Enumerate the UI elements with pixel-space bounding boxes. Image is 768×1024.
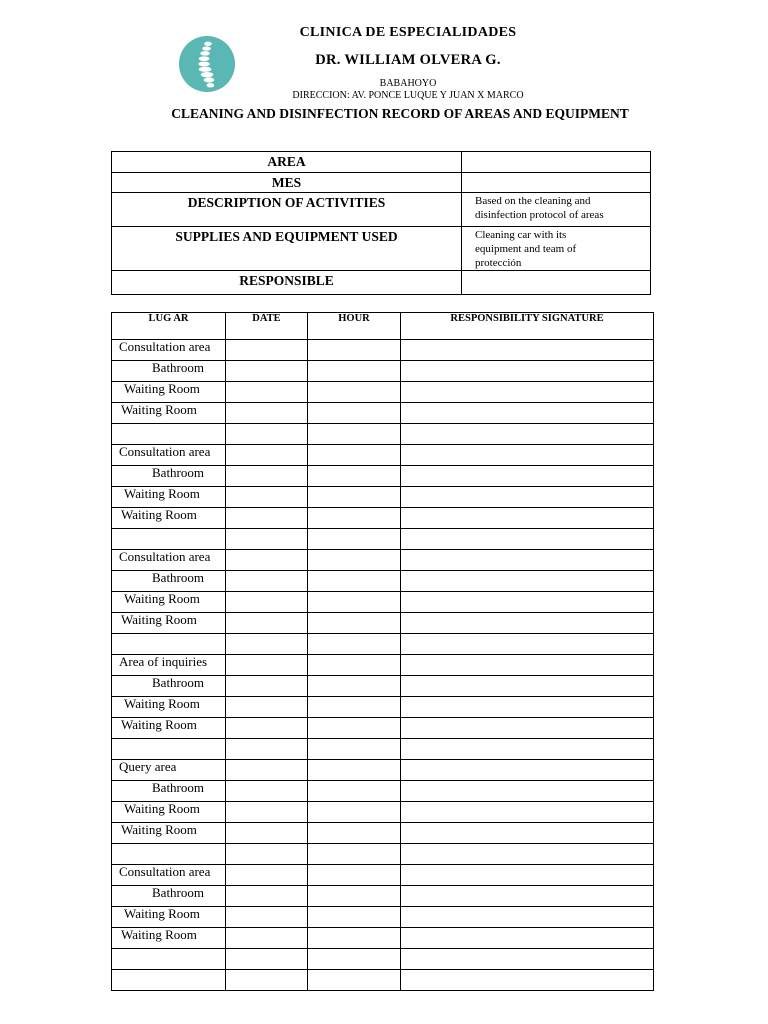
table-row [112, 760, 654, 781]
date-cell[interactable] [226, 634, 308, 655]
date-cell[interactable] [226, 613, 308, 634]
hour-cell[interactable] [308, 508, 401, 529]
mes-label: MES [112, 173, 462, 193]
address: DIRECCION: AV. PONCE LUQUE Y JUAN X MARCO [292, 90, 524, 101]
date-cell[interactable] [226, 508, 308, 529]
column-header-hour: HOUR [308, 313, 401, 340]
place-cell: Waiting Room [112, 823, 226, 844]
place-cell: Area of inquiries [112, 655, 226, 676]
hour-cell[interactable] [308, 886, 401, 907]
signature-cell[interactable] [401, 445, 654, 466]
log-table [111, 312, 654, 991]
signature-cell[interactable] [401, 340, 654, 361]
table-row [112, 970, 654, 991]
hour-cell[interactable] [308, 550, 401, 571]
table-row [112, 697, 654, 718]
date-cell[interactable] [226, 466, 308, 487]
table-row [112, 592, 654, 613]
date-cell[interactable] [226, 676, 308, 697]
place-cell: Consultation area [112, 865, 226, 886]
date-cell[interactable] [226, 697, 308, 718]
table-row [112, 487, 654, 508]
signature-cell[interactable] [401, 802, 654, 823]
clinic-name: CLINICA DE ESPECIALIDADES [299, 25, 517, 40]
hour-cell[interactable] [308, 445, 401, 466]
place-cell: Bathroom [112, 571, 226, 592]
table-row [112, 424, 654, 445]
place-cell: Bathroom [112, 676, 226, 697]
place-cell [112, 949, 226, 970]
place-cell: Consultation area [112, 340, 226, 361]
hour-cell[interactable] [308, 844, 401, 865]
signature-cell[interactable] [401, 676, 654, 697]
signature-cell[interactable] [401, 886, 654, 907]
place-cell [112, 529, 226, 550]
date-cell[interactable] [226, 550, 308, 571]
place-cell: Waiting Room [112, 928, 226, 949]
hour-cell[interactable] [308, 739, 401, 760]
place-cell [112, 970, 226, 991]
date-cell[interactable] [226, 424, 308, 445]
table-row [112, 718, 654, 739]
supplies-label: SUPPLIES AND EQUIPMENT USED [112, 227, 462, 271]
place-cell: Waiting Room [112, 697, 226, 718]
date-cell[interactable] [226, 844, 308, 865]
description-field[interactable]: Based on the cleaning and disinfection protocol of areas [462, 193, 651, 227]
column-header-place [112, 313, 226, 340]
place-cell [112, 739, 226, 760]
signature-cell[interactable] [401, 739, 654, 760]
date-cell[interactable] [226, 781, 308, 802]
date-cell[interactable] [226, 487, 308, 508]
signature-cell[interactable] [401, 907, 654, 928]
document-title: CLEANING AND DISINFECTION RECORD OF AREAS AND EQUIPMENT [171, 106, 629, 121]
table-row [112, 382, 654, 403]
description-label: DESCRIPTION OF ACTIVITIES [112, 193, 462, 227]
date-cell[interactable] [226, 571, 308, 592]
place-cell: Waiting Room [112, 613, 226, 634]
signature-cell[interactable] [401, 361, 654, 382]
hour-cell[interactable] [308, 718, 401, 739]
column-header-place-label: LUG AR [148, 313, 189, 324]
place-cell: Consultation area [112, 445, 226, 466]
place-cell [112, 424, 226, 445]
signature-cell[interactable] [401, 529, 654, 550]
signature-cell[interactable] [401, 634, 654, 655]
table-row [112, 949, 654, 970]
hour-cell[interactable] [308, 340, 401, 361]
table-row [112, 781, 654, 802]
info-table [111, 151, 651, 295]
signature-cell[interactable] [401, 718, 654, 739]
date-cell[interactable] [226, 886, 308, 907]
date-cell[interactable] [226, 445, 308, 466]
signature-cell[interactable] [401, 592, 654, 613]
table-row [112, 844, 654, 865]
log-body [112, 340, 654, 991]
signature-cell[interactable] [401, 760, 654, 781]
place-cell: Waiting Room [112, 907, 226, 928]
table-row [112, 886, 654, 907]
column-header-date: DATE [226, 313, 308, 340]
table-row [112, 928, 654, 949]
signature-cell[interactable] [401, 571, 654, 592]
table-row [112, 571, 654, 592]
table-row [112, 445, 654, 466]
date-cell[interactable] [226, 760, 308, 781]
table-row [112, 676, 654, 697]
area-field[interactable] [462, 152, 651, 173]
table-row [112, 466, 654, 487]
table-row [112, 802, 654, 823]
date-cell[interactable] [226, 949, 308, 970]
signature-cell[interactable] [401, 613, 654, 634]
place-cell: Waiting Room [112, 508, 226, 529]
hour-cell[interactable] [308, 424, 401, 445]
hour-cell[interactable] [308, 571, 401, 592]
hour-cell[interactable] [308, 697, 401, 718]
date-cell[interactable] [226, 865, 308, 886]
signature-cell[interactable] [401, 424, 654, 445]
date-cell[interactable] [226, 907, 308, 928]
place-cell: Waiting Room [112, 802, 226, 823]
hour-cell[interactable] [308, 361, 401, 382]
hour-cell[interactable] [308, 802, 401, 823]
date-cell[interactable] [226, 529, 308, 550]
date-cell[interactable] [226, 592, 308, 613]
place-cell: Waiting Room [112, 382, 226, 403]
table-row [112, 907, 654, 928]
place-cell: Waiting Room [112, 487, 226, 508]
table-row [112, 739, 654, 760]
signature-cell[interactable] [401, 823, 654, 844]
table-row [112, 403, 654, 424]
responsible-label: RESPONSIBLE [112, 271, 462, 295]
signature-cell[interactable] [401, 970, 654, 991]
place-cell: Bathroom [112, 361, 226, 382]
signature-cell[interactable] [401, 865, 654, 886]
date-cell[interactable] [226, 403, 308, 424]
hour-cell[interactable] [308, 466, 401, 487]
date-cell[interactable] [226, 655, 308, 676]
signature-cell[interactable] [401, 508, 654, 529]
signature-cell[interactable] [401, 928, 654, 949]
hour-cell[interactable] [308, 928, 401, 949]
table-row [112, 823, 654, 844]
hour-cell[interactable] [308, 823, 401, 844]
hour-cell[interactable] [308, 970, 401, 991]
signature-cell[interactable] [401, 550, 654, 571]
signature-cell[interactable] [401, 403, 654, 424]
table-row [112, 508, 654, 529]
signature-cell[interactable] [401, 781, 654, 802]
signature-cell[interactable] [401, 655, 654, 676]
date-cell[interactable] [226, 802, 308, 823]
hour-cell[interactable] [308, 760, 401, 781]
table-row [112, 865, 654, 886]
place-cell [112, 634, 226, 655]
hour-cell[interactable] [308, 403, 401, 424]
date-cell[interactable] [226, 361, 308, 382]
hour-cell[interactable] [308, 382, 401, 403]
table-row [112, 613, 654, 634]
signature-cell[interactable] [401, 697, 654, 718]
place-cell [112, 844, 226, 865]
place-cell: Waiting Room [112, 403, 226, 424]
hour-cell[interactable] [308, 781, 401, 802]
signature-cell[interactable] [401, 844, 654, 865]
place-cell: Consultation area [112, 550, 226, 571]
hour-cell[interactable] [308, 487, 401, 508]
supplies-field[interactable]: Cleaning car with its equipment and team of protección [462, 227, 651, 271]
place-cell: Query area [112, 760, 226, 781]
signature-cell[interactable] [401, 466, 654, 487]
city: BABAHOYO [379, 78, 437, 89]
hour-cell[interactable] [308, 634, 401, 655]
hour-cell[interactable] [308, 592, 401, 613]
place-cell: Bathroom [112, 781, 226, 802]
date-cell[interactable] [226, 382, 308, 403]
doctor-name: DR. WILLIAM OLVERA G. [315, 52, 501, 68]
hour-cell[interactable] [308, 613, 401, 634]
place-cell: Waiting Room [112, 592, 226, 613]
hour-cell[interactable] [308, 949, 401, 970]
table-row [112, 634, 654, 655]
signature-cell[interactable] [401, 949, 654, 970]
responsible-field[interactable] [462, 271, 651, 295]
place-cell: Bathroom [112, 466, 226, 487]
table-row [112, 550, 654, 571]
signature-cell[interactable] [401, 382, 654, 403]
table-row [112, 361, 654, 382]
table-row [112, 340, 654, 361]
date-cell[interactable] [226, 739, 308, 760]
mes-field[interactable] [462, 173, 651, 193]
column-header-signature: RESPONSIBILITY SIGNATURE [401, 313, 654, 340]
hour-cell[interactable] [308, 676, 401, 697]
hour-cell[interactable] [308, 655, 401, 676]
date-cell[interactable] [226, 970, 308, 991]
area-label: AREA [112, 152, 462, 173]
date-cell[interactable] [226, 340, 308, 361]
hour-cell[interactable] [308, 865, 401, 886]
date-cell[interactable] [226, 928, 308, 949]
signature-cell[interactable] [401, 487, 654, 508]
place-cell: Waiting Room [112, 718, 226, 739]
table-row [112, 529, 654, 550]
hour-cell[interactable] [308, 529, 401, 550]
table-row [112, 655, 654, 676]
hour-cell[interactable] [308, 907, 401, 928]
date-cell[interactable] [226, 823, 308, 844]
date-cell[interactable] [226, 718, 308, 739]
place-cell: Bathroom [112, 886, 226, 907]
